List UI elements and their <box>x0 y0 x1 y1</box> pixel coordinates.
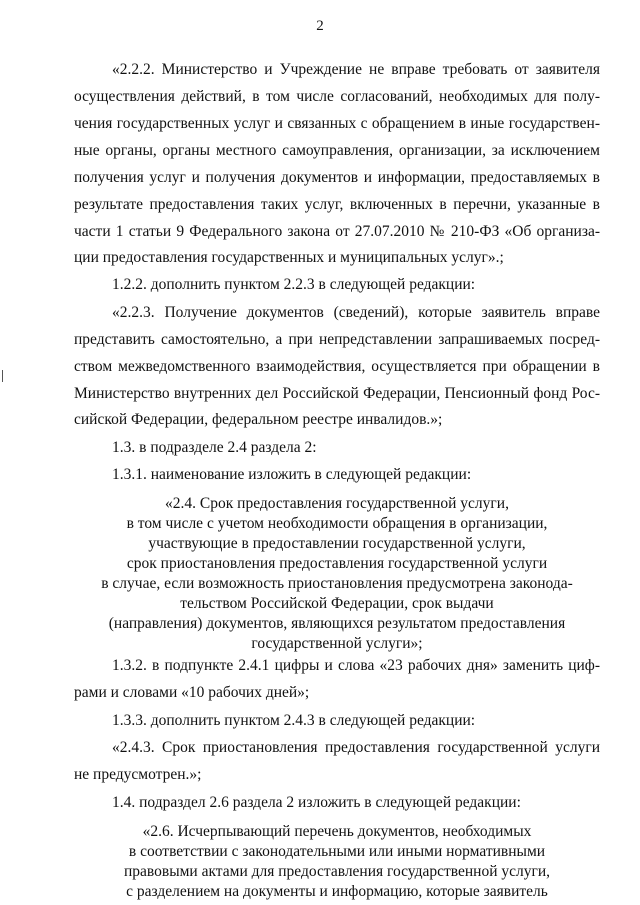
text-line: срок приостановления предоставления государственной услуги <box>126 555 548 572</box>
text-line: в случае, если возможность приостановления предусмотрена законода- <box>101 575 573 592</box>
text-line: результате предоставления таких услуг, включенных в перечни, указанные в <box>74 196 600 213</box>
text-line: правовыми актами для предоставления государственной услуги, <box>123 863 551 880</box>
text-line: ством межведомственного взаимодействия, осуществляется при обращении в <box>74 358 600 375</box>
text-line: части 1 статьи 9 Федерального закона от 27.07.2010 № 210-ФЗ «Об организа- <box>74 223 600 240</box>
text-line: ции предоставления государственных и муниципальных услуг».; <box>74 249 504 266</box>
text-line: чения государственных услуг и связанных с обращением в иные государствен- <box>74 115 600 132</box>
text-line: осуществления действий, в том числе согласований, необходимых для полу- <box>74 88 600 105</box>
text-line: Министерство внутренних дел Российской Федерации, Пенсионный фонд Рос- <box>74 385 600 402</box>
text-line: «2.4. Срок предоставления государственной услуги, <box>165 495 509 512</box>
text-line: «2.6. Исчерпывающий перечень документов, необходимых <box>142 823 532 840</box>
text-line: «2.2.2. Министерство и Учреждение не вправе требовать от заявителя <box>112 61 600 78</box>
text-line: 1.3.2. в подпункте 2.4.1 цифры и слова «23 рабочих дня» заменить циф- <box>112 657 600 674</box>
text-line: не предусмотрен.»; <box>74 766 202 783</box>
text-line: «2.2.3. Получение документов (сведений), которые заявитель вправе <box>112 304 600 321</box>
text-line: получения услуг и получения документов и информации, предоставляемых в <box>74 169 600 186</box>
text-line: в том числе с учетом необходимости обращения в организации, <box>126 515 548 532</box>
text-line: государственной услуги»; <box>251 635 423 652</box>
text-line: 1.3. в подразделе 2.4 раздела 2: <box>112 439 317 456</box>
text-line: рами и словами «10 рабочих дней»; <box>74 684 310 701</box>
text-line: 1.3.3. дополнить пунктом 2.4.3 в следующей редакции: <box>112 712 476 729</box>
text-line: участвующие в предоставлении государственной услуги, <box>148 535 526 552</box>
text-line: тельством Российской Федерации, срок выдачи <box>180 595 494 612</box>
text-line: сийской Федерации, федеральном реестре инвалидов.»; <box>74 411 443 428</box>
text-line: 1.3.1. наименование изложить в следующей редакции: <box>112 466 472 483</box>
margin-mark <box>2 370 3 382</box>
text-line: в соответствии с законодательными или иными нормативными <box>128 843 546 860</box>
text-line: с разделением на документы и информацию, которые заявитель <box>126 883 548 900</box>
page-number: 2 <box>316 18 324 34</box>
text-line: ные органы, органы местного самоуправления, организации, за исключением <box>74 142 600 159</box>
text-line: (направления) документов, являющихся результатом предоставления <box>108 615 566 632</box>
text-line: «2.4.3. Срок приостановления предоставления государственной услуги <box>112 739 600 756</box>
text-line: 1.2.2. дополнить пунктом 2.2.3 в следующей редакции: <box>112 276 476 293</box>
text-line: 1.4. подраздел 2.6 раздела 2 изложить в следующей редакции: <box>112 794 521 811</box>
text-line: представить самостоятельно, а при непредставлении запрашиваемых посред- <box>74 331 600 348</box>
